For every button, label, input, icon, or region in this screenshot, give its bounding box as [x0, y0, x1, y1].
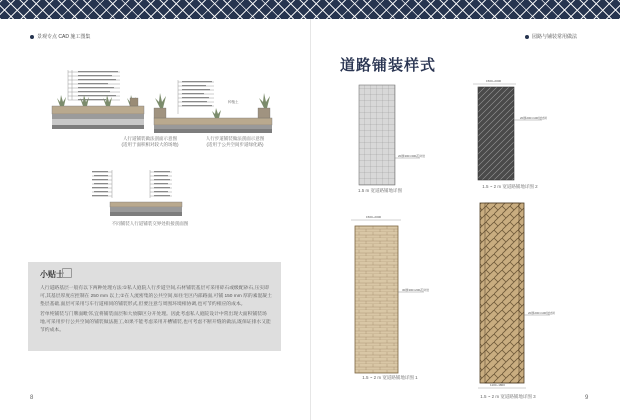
caption-junction-section: 不同铺装人行道铺装交界处衔接剖面图 [111, 221, 189, 226]
caption-line: (适用于面积相对较大的场地) [121, 142, 179, 148]
caption-pattern-2: 1.5 ~ 2 m 宽道路铺地详图 2 [482, 184, 538, 189]
pattern-plan-1 [359, 85, 425, 185]
pattern-4-label: 20厚200×100烧结砖 [528, 311, 556, 315]
tip-paragraph: 若单纯铺装与门牌面毗邻,宜将铺装面层和大放脚区分开处理。因此考虑私人庭院设计中常出现大面积铺装场地,可采用步行公共空间的铺装做法施工,如果不能考虑采用开槽铺装,也可考虑不断开缝的做法,既保证排水又能节约成本。 [40, 311, 271, 334]
caption-pattern-4: 1.5 ~ 2 m 宽道路铺地详图 3 [480, 394, 536, 399]
caption-line: (适用于公共空间步道绿化路) [206, 142, 264, 148]
pattern-4-dimension: 1100~1800 [490, 383, 505, 387]
tip-body [40, 285, 272, 336]
left-running-header [30, 33, 90, 40]
pavement-section-drawings [0, 60, 310, 260]
caption-pattern-1: 1.5 m 宽道路铺地详图 [357, 188, 402, 193]
left-header-title: 景观专点 CAD 施工图集 [37, 34, 91, 40]
tip-box [28, 262, 281, 351]
section-drawing-junction [92, 170, 182, 216]
page-number-left: 8 [30, 395, 34, 401]
caption-private-section [180, 136, 290, 149]
pencil-note-icon [62, 268, 72, 278]
pattern-plan-2 [473, 79, 547, 180]
caption-pattern-3: 1.5 ~ 2 m 宽道路铺地详图 1 [362, 375, 418, 380]
caption-line: 人行步道铺装做法剖面示意图 [205, 136, 265, 141]
pattern-1-label: 20厚300×300花岗岩 [398, 154, 426, 158]
pattern-2-dimension: 1500~2000 [486, 79, 502, 83]
pattern-3-label: 30厚300×200花岗岩 [402, 288, 430, 292]
pattern-2-label: 20厚200×100烧结砖 [520, 116, 548, 120]
pattern-plan-3 [351, 215, 429, 373]
right-running-header [525, 33, 577, 40]
paving-pattern-plans [310, 70, 620, 410]
page-title: 道路铺装样式 [340, 56, 437, 74]
pattern-plan-4 [478, 203, 555, 388]
tip-paragraph: 人行道路基层一般有以下两种处理方法:①私人庭院人行步道空间,石材铺装基层可采用碎石或级配砂石,压实即可,其基层厚度应控制在 250 mm 以上;②在人流密集的公共空间,如住宅区内部路面,可铺 150 mm 厚的素混凝土垫层基础,面层可采用与车行道相同的铺装形式,但要注意与周围环境相协调,也可节约相应的成本。 [40, 286, 272, 308]
decorative-lattice-band [0, 0, 620, 19]
right-header-title: 园路与铺装常用做法 [532, 34, 578, 40]
bullet-icon [30, 35, 34, 39]
tip-title: 小贴士 [40, 270, 64, 279]
bullet-icon [525, 35, 529, 39]
tree-label: 种植土 [228, 100, 239, 104]
page-number-right: 9 [585, 395, 589, 401]
caption-line: 人行道铺装做法剖面示意图 [123, 136, 177, 141]
section-drawing-public [52, 70, 144, 129]
pattern-3-dimension: 1500~2000 [366, 215, 382, 219]
section-drawing-private [154, 80, 272, 133]
